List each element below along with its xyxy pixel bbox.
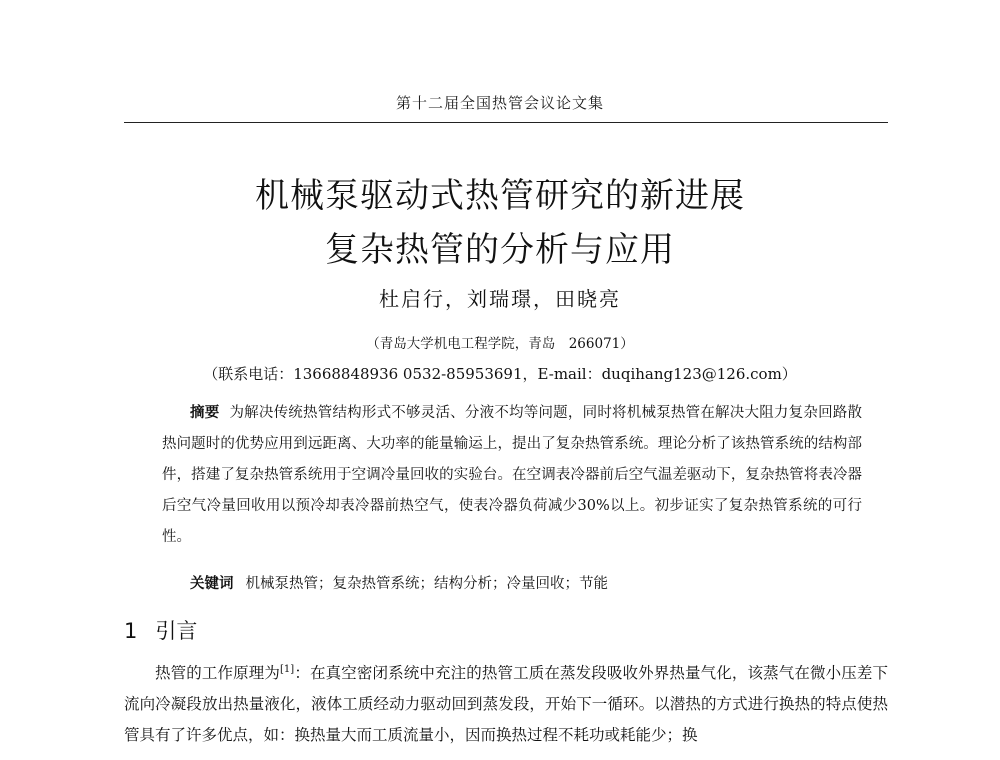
paper-title-line-2: 复杂热管的分析与应用 <box>325 230 675 270</box>
keywords <box>190 572 870 593</box>
body-lead: 热管的工作原理为 <box>155 664 281 682</box>
section-number: 1 <box>124 619 138 643</box>
running-header: 第十二届全国热管会议论文集 <box>395 94 604 112</box>
abstract <box>162 397 862 553</box>
citation-ref[interactable]: [1] <box>280 663 295 675</box>
body-text: ：在真空密闭系统中充注的热管工质在蒸发段吸收外界热量气化，该蒸气在微小压差下流向冷凝段放出热量液化，液体工质经动力驱动回到蒸发段，开始下一循环。以潜热的方式进行换热的特点使热管具有了许多优点，如：换热量大而工质流量小，因而换热过程不耗功或耗能少；换 <box>124 664 888 744</box>
abstract-text: 为解决传统热管结构形式不够灵活、分液不均等问题，同时将机械泵热管在解决大阻力复杂回路散热问题时的优势应用到远距离、大功率的能量输运上，提出了复杂热管系统。理论分析了该热管系统的结构部件，搭建了复杂热管系统用于空调冷量回收的实验台。在空调表冷器前后空气温差驱动下，复杂热管将表冷器后空气冷量回收用以预冷却表冷器前热空气，使表冷器负荷减少30%以上。初步证实了复杂热管系统的可行性。 <box>162 405 863 545</box>
keywords-text: 机械泵热管；复杂热管系统；结构分析；冷量回收；节能 <box>245 576 608 592</box>
section-title: 引言 <box>155 619 198 643</box>
abstract-label: 摘要 <box>190 404 220 421</box>
paper-title-line-1: 机械泵驱动式热管研究的新进展 <box>255 176 745 216</box>
section-heading <box>124 615 197 645</box>
contact-info: （联系电话：13668848936 0532-85953691，E-mail：duqihang123@126.com） <box>203 365 797 383</box>
body-paragraph <box>124 658 888 751</box>
affiliation: （青岛大学机电工程学院，青岛 266071） <box>366 336 634 352</box>
keywords-label: 关键词 <box>190 575 234 592</box>
header-rule <box>124 122 888 123</box>
authors: 杜启行，刘瑞璟，田晓亮 <box>379 287 621 311</box>
